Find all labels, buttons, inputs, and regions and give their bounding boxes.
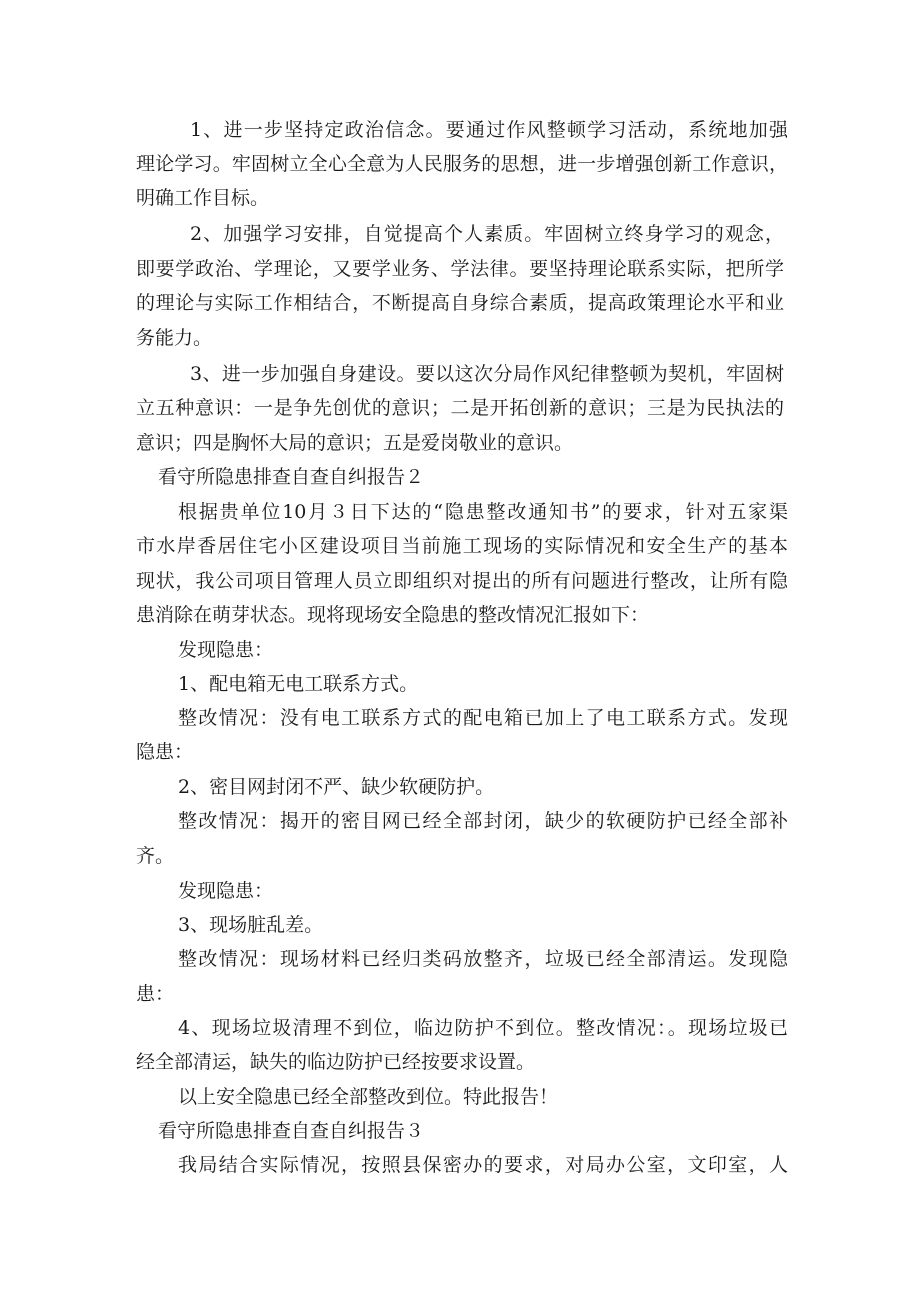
paragraph-line: 2、密目网封闭不严、缺少软硬防护。 bbox=[178, 776, 495, 798]
paragraph-line: 发现隐患： bbox=[178, 639, 274, 661]
paragraph-line: 以上安全隐患已经全部整改到位。特此报告！ bbox=[178, 1086, 559, 1108]
paragraph-line: 整改情况：没有电工联系方式的配电箱已加上了电工联系方式。发现 bbox=[178, 707, 788, 729]
paragraph-line: 立五种意识：一是争先创优的意识；二是开拓创新的意识；三是为民执法的 bbox=[136, 397, 784, 419]
paragraph-line: 现状，我公司项目管理人员立即组织对提出的所有问题进行整改，让所有隐 bbox=[136, 570, 788, 592]
paragraph-line: 我局结合实际情况，按照县保密办的要求，对局办公室，文印室，人 bbox=[178, 1154, 788, 1176]
paragraph-line: 齐。 bbox=[136, 845, 175, 867]
section-heading: 看守所隐患排查自查自纠报告２ bbox=[158, 466, 425, 488]
paragraph-line: 根据贵单位10月３日下达的“隐患整改通知书”的要求，针对五家渠 bbox=[178, 501, 788, 523]
paragraph-line: 患： bbox=[136, 983, 175, 1005]
paragraph-line: 发现隐患： bbox=[178, 880, 274, 902]
paragraph-line: 市水岸香居住宅小区建设项目当前施工现场的实际情况和安全生产的基本 bbox=[136, 535, 788, 557]
paragraph-line: 整改情况：现场材料已经归类码放整齐，垃圾已经全部清运。发现隐 bbox=[178, 948, 788, 970]
paragraph-line: 即要学政治、学理论，又要学业务、学法律。要坚持理论联系实际，把所学 bbox=[136, 258, 784, 280]
paragraph-line: 患消除在萌芽状态。现将现场安全隐患的整改情况汇报如下： bbox=[136, 604, 650, 626]
paragraph-line: 隐患： bbox=[136, 741, 194, 763]
paragraph-line: 整改情况：揭开的密目网已经全部封闭，缺少的软硬防护已经全部补 bbox=[178, 810, 788, 832]
paragraph-line: 经全部清运，缺失的临边防护已经按要求设置。 bbox=[136, 1051, 536, 1073]
paragraph-line: 4、现场垃圾清理不到位，临边防护不到位。整改情况：。现场垃圾已 bbox=[178, 1017, 788, 1039]
paragraph-line: 2、加强学习安排，自觉提高个人素质。牢固树立终身学习的观念， bbox=[190, 223, 784, 245]
paragraph-line: 意识；四是胸怀大局的意识；五是爱岗敬业的意识。 bbox=[136, 432, 574, 454]
paragraph-line: 理论学习。牢固树立全心全意为人民服务的思想，进一步增强创新工作意识， bbox=[136, 153, 788, 175]
section-heading: 看守所隐患排查自查自纠报告３ bbox=[158, 1120, 425, 1142]
paragraph-line: 3、现场脏乱差。 bbox=[178, 914, 324, 936]
paragraph-line: 1、进一步坚持定政治信念。要通过作风整顿学习活动，系统地加强 bbox=[190, 119, 788, 141]
paragraph-line: 1、配电箱无电工联系方式。 bbox=[178, 673, 419, 695]
paragraph-line: 明确工作目标。 bbox=[136, 187, 270, 209]
paragraph-line: 的理论与实际工作相结合，不断提高自身综合素质，提高政策理论水平和业 bbox=[136, 292, 784, 314]
paragraph-line: 3、进一步加强自身建设。要以这次分局作风纪律整顿为契机，牢固树 bbox=[190, 363, 784, 385]
paragraph-line: 务能力。 bbox=[136, 327, 213, 349]
